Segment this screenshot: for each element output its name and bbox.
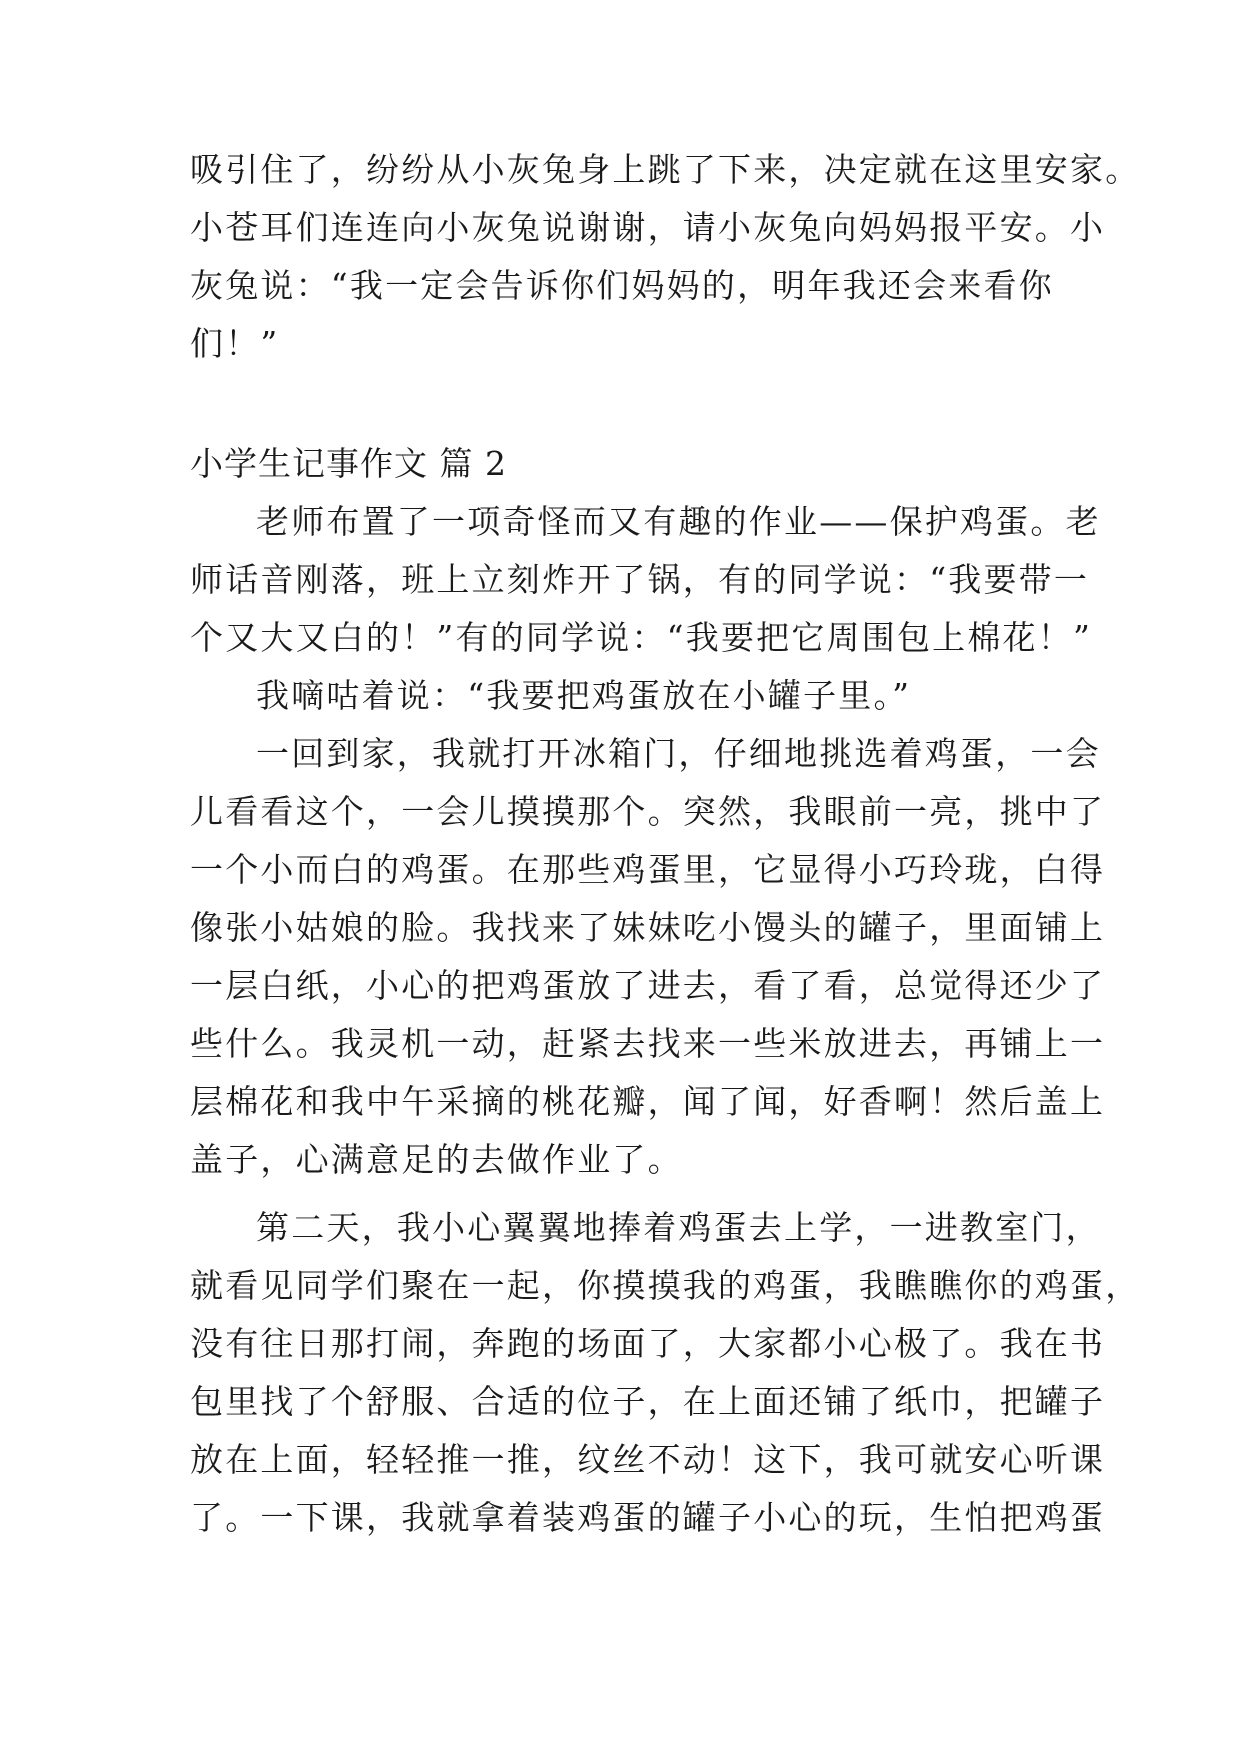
paragraph-line: 师话音刚落，班上立刻炸开了锅，有的同学说：“我要带一 [190, 560, 1090, 599]
paragraph-line: 们！” [190, 324, 280, 363]
paragraph-line: 灰兔说：“我一定会告诉你们妈妈的，明年我还会来看你 [190, 266, 1054, 305]
paragraph-line: 吸引住了，纷纷从小灰兔身上跳了下来，决定就在这里安家。 [190, 150, 1141, 189]
paragraph-line: 没有往日那打闹，奔跑的场面了，大家都小心极了。我在书 [190, 1324, 1106, 1363]
paragraph-line: 一个小而白的鸡蛋。在那些鸡蛋里，它显得小巧玲珑，白得 [190, 850, 1106, 889]
paragraph-line: 放在上面，轻轻推一推，纹丝不动！这下，我可就安心听课 [190, 1440, 1106, 1479]
paragraph-line: 些什么。我灵机一动，赶紧去找来一些米放进去，再铺上一 [190, 1024, 1106, 1063]
paragraph-line: 第二天，我小心翼翼地捧着鸡蛋去上学，一进教室门， [256, 1208, 1101, 1247]
paragraph-line: 盖子，心满意足的去做作业了。 [190, 1140, 683, 1179]
paragraph-line: 老师布置了一项奇怪而又有趣的作业——保护鸡蛋。老 [256, 502, 1101, 541]
paragraph-line: 小苍耳们连连向小灰兔说谢谢，请小灰兔向妈妈报平安。小 [190, 208, 1106, 247]
paragraph-line: 一层白纸，小心的把鸡蛋放了进去，看了看，总觉得还少了 [190, 966, 1106, 1005]
paragraph-line: 包里找了个舒服、合适的位子，在上面还铺了纸巾，把罐子 [190, 1382, 1106, 1421]
paragraph-line: 层棉花和我中午采摘的桃花瓣，闻了闻，好香啊！然后盖上 [190, 1082, 1106, 1121]
paragraph-line: 个又大又白的！”有的同学说：“我要把它周围包上棉花！” [190, 618, 1093, 657]
paragraph-line: 我嘀咕着说：“我要把鸡蛋放在小罐子里。” [256, 676, 912, 715]
paragraph-line: 一回到家，我就打开冰箱门，仔细地挑选着鸡蛋，一会 [256, 734, 1101, 773]
paragraph-line: 像张小姑娘的脸。我找来了妹妹吃小馒头的罐子，里面铺上 [190, 908, 1106, 947]
paragraph-line: 儿看看这个，一会儿摸摸那个。突然，我眼前一亮，挑中了 [190, 792, 1106, 831]
paragraph-line: 了。一下课，我就拿着装鸡蛋的罐子小心的玩，生怕把鸡蛋 [190, 1498, 1106, 1537]
paragraph-line: 就看见同学们聚在一起，你摸摸我的鸡蛋，我瞧瞧你的鸡蛋， [190, 1266, 1141, 1305]
section-heading: 小学生记事作文 篇 2 [190, 444, 507, 483]
